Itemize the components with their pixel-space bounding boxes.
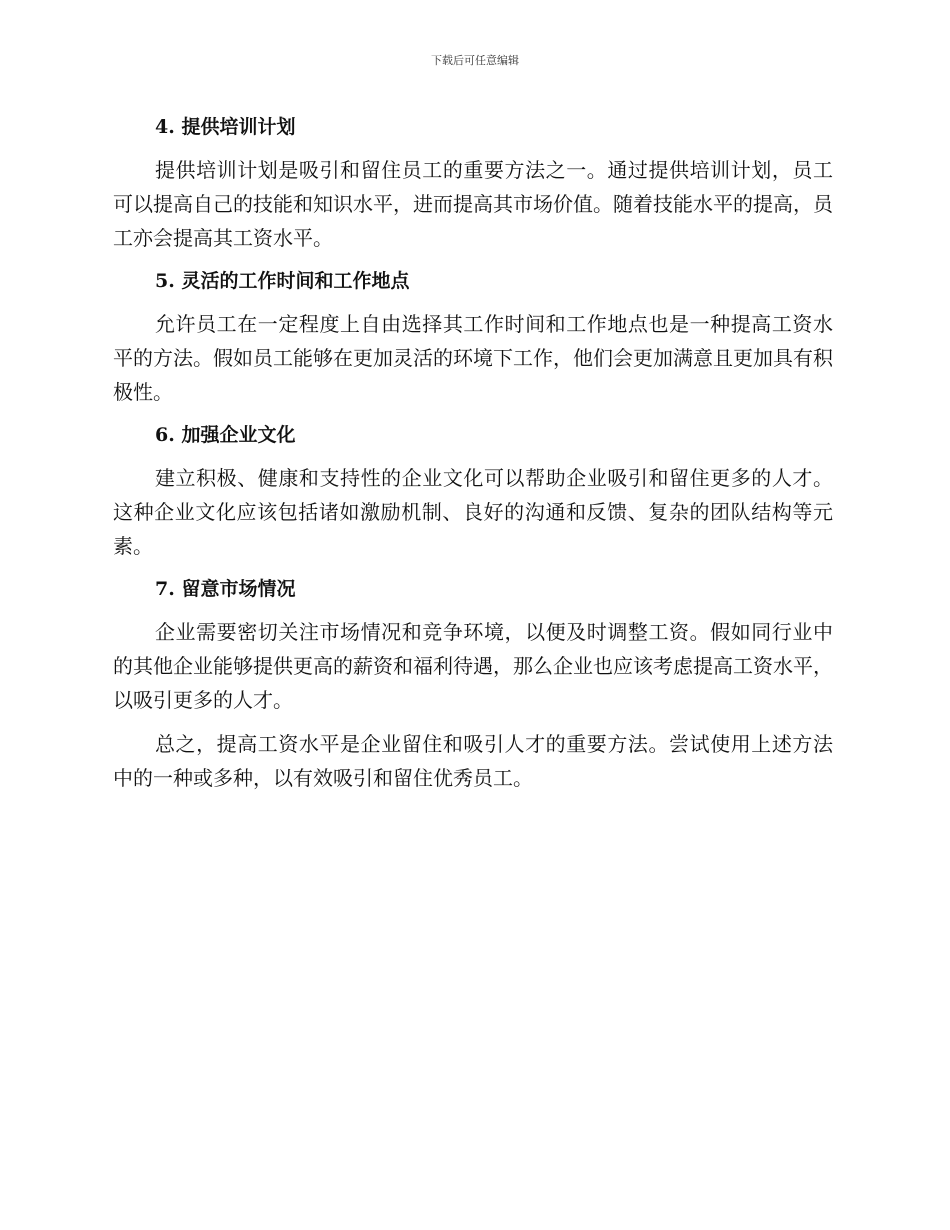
section-heading-training: 4. 提供培训计划: [155, 116, 296, 138]
paragraph-conclusion: 总之，提高工资水平是企业留住和吸引人才的重要方法。尝试使用上述方法中的一种或多种，以有效吸引和留住优秀员工。: [113, 732, 833, 790]
section-heading-market-conditions: 7. 留意市场情况: [155, 578, 296, 600]
section-heading-corporate-culture: 6. 加强企业文化: [155, 424, 296, 446]
section-heading-flexible-work: 5. 灵活的工作时间和工作地点: [155, 270, 410, 292]
page-header: 下载后可任意编辑: [431, 54, 519, 67]
paragraph-training: 提供培训计划是吸引和留住员工的重要方法之一。通过提供培训计划，员工可以提高自己的技能和知识水平，进而提高其市场价值。随着技能水平的提高，员工亦会提高其工资水平。: [113, 158, 833, 250]
paragraph-market-conditions: 企业需要密切关注市场情况和竞争环境，以便及时调整工资。假如同行业中的其他企业能够提供更高的薪资和福利待遇，那么企业也应该考虑提高工资水平，以吸引更多的人才。: [113, 620, 833, 712]
paragraph-corporate-culture: 建立积极、健康和支持性的企业文化可以帮助企业吸引和留住更多的人才。这种企业文化应该包括诸如激励机制、良好的沟通和反馈、复杂的团队结构等元素。: [113, 466, 833, 558]
document-body: [113, 111, 833, 805]
paragraph-flexible-work: 允许员工在一定程度上自由选择其工作时间和工作地点也是一种提高工资水平的方法。假如员工能够在更加灵活的环境下工作，他们会更加满意且更加具有积极性。: [113, 312, 833, 404]
